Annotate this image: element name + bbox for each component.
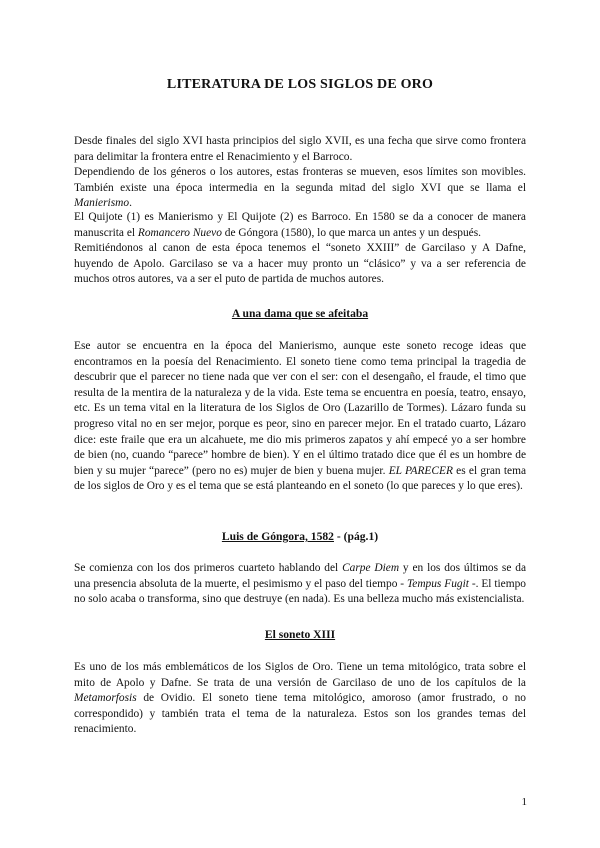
intro-block xyxy=(74,134,526,212)
el-parecer-term: EL PARECER xyxy=(388,464,453,477)
metamorfosis-title: Metamorfosis xyxy=(74,692,137,705)
section-gongora-paragraph: Se comienza con los dos primeros cuarteto hablando del Carpe Diem y en los dos últimos se da una presencia absoluta de la muerte, el pesimismo y el paso del tiempo - Tempus Fugit -. El tiempo no solo acaba o transforma, sino que destruye (en nada). Es una belleza mucho más existencialista. xyxy=(74,562,526,606)
page-number: 1 xyxy=(521,796,527,808)
quijote-paragraph-2: Remitiéndonos al canon de esta época tenemos el “soneto XXIII” de Garcilaso y A Dafne, huyendo de Apolo. Garcilaso se va a hacer muy pronto un “clásico” y va a ser referencia de muchos otros autores, va a ser el puto de partida de muchos autores. xyxy=(74,242,526,286)
tempus-fugit-term: Tempus Fugit xyxy=(406,577,469,590)
section-soneto-text xyxy=(74,660,526,738)
section-heading-gongora: Luis de Góngora, 1582 - (pág.1) xyxy=(221,530,379,543)
intro-paragraph-1: Desde finales del siglo XVI hasta principios del siglo XVII, es una fecha que sirve como frontera para delimitar la frontera entre el Renacimiento y el Barroco. xyxy=(74,135,526,163)
quijote-block xyxy=(74,210,526,288)
section-dama-text xyxy=(74,339,526,495)
manierismo-term: Manierismo xyxy=(74,197,130,210)
romancero-nuevo-title: Romancero Nuevo xyxy=(137,226,222,239)
carpe-diem-term: Carpe Diem xyxy=(342,562,400,574)
document-title: LITERATURA DE LOS SIGLOS DE ORO xyxy=(166,77,434,92)
section-gongora-text xyxy=(74,561,526,608)
section-heading-soneto-xiii: El soneto XIII xyxy=(264,628,336,641)
quijote-paragraph-1: El Quijote (1) es Manierismo y El Quijote (2) es Barroco. En 1580 se da a conocer de manera manuscrita el Romancero Nuevo de Góngora (1580), lo que marca un antes y un después. xyxy=(74,211,526,239)
section-heading-dama: A una dama que se afeitaba xyxy=(231,307,369,320)
intro-paragraph-2: Dependiendo de los géneros o los autores, estas fronteras se mueven, esos límites son movibles. También existe una época intermedia en la segunda mitad del siglo XVI que se llama el Manierismo. xyxy=(74,166,526,210)
section-soneto-paragraph: Es uno de los más emblemáticos de los Siglos de Oro. Tiene un tema mitológico, trata sobre el mito de Apolo y Dafne. Se trata de una versión de Garcilaso de uno de los capítulos de la Metamorfosis de Ovidio. El soneto tiene tema mitológico, amoroso (amor frustrado, o no correspondido) y también trata el tema de la naturaleza. Estos son los grandes temas del renacimiento. xyxy=(74,661,526,736)
section-dama-paragraph: Ese autor se encuentra en la época del Manierismo, aunque este soneto recoge ideas que encontramos en la poesía del Renacimiento. El soneto tiene como tema principal la tragedia de descubrir que el parecer no tiene nada que ver con el ser: con el desengaño, el fraude, el timo que resulta de la mentira de la naturaleza y de la vida. Este tema se encuentra en poesía, teatro, ensayo, etc. Es un tema vital en la literatura de los Siglos de Oro (Lazarillo de Tormes). Lázaro funda su progreso vital no en ser mejor, porque es peor, sino en parecer mejor. En el tratado cuarto, Lázaro dice: este fraile que era un alcahuete, me dio mis primeros zapatos y ahí empecé yo a ser hombre de bien (no, cuando “parece” hombre de bien). Y en el último tratado dice que él es un hombre de bien y su mujer “parece” (pero no es) mujer de bien y buena mujer. EL PARECER es el gran tema de los siglos de Oro y es el tema que se está planteando en el soneto (lo que pareces y lo que eres). xyxy=(74,340,526,493)
